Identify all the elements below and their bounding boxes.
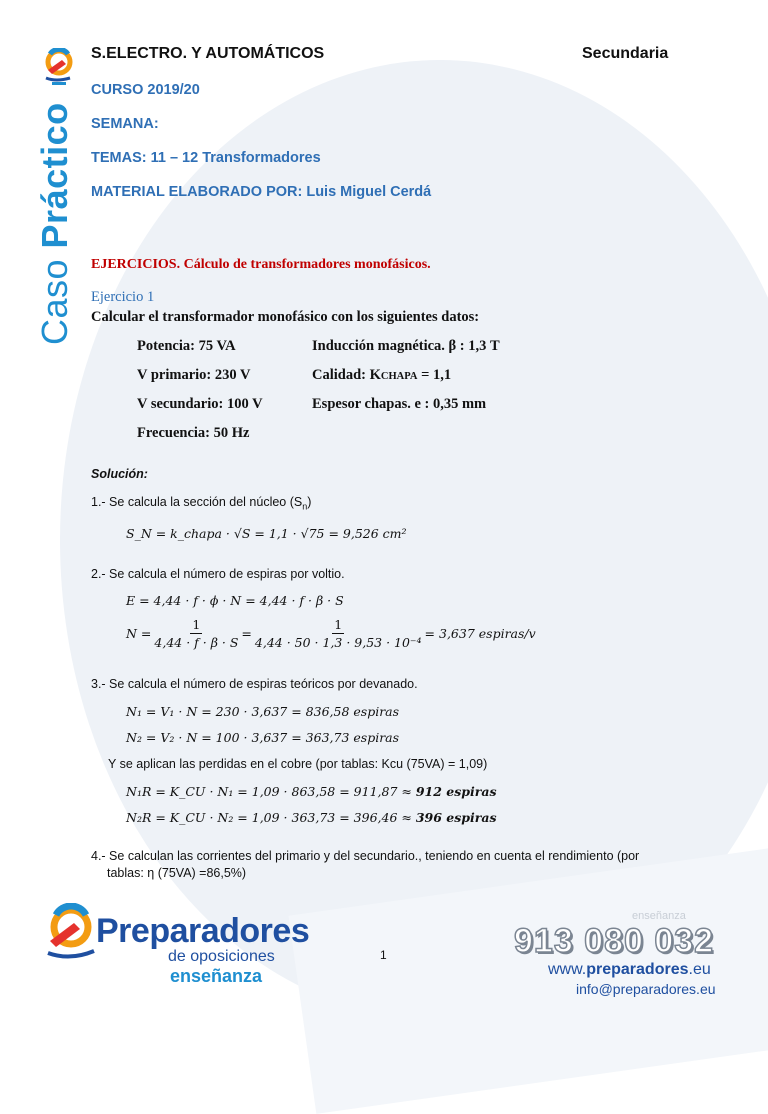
footer-brand-icon [44,903,98,965]
level-label: Secundaria [582,45,669,62]
equation-n2r: N₂R = K_CU · N₂ = 1,09 · 363,73 = 396,46 ≈ 396 espiras [126,810,497,825]
step-4-line-2: tablas: η (75VA) =86,5%) [107,866,247,880]
step-3: 3.- Se calcula el número de espiras teóricos por devanado. [91,677,418,691]
data-thickness: Espesor chapas. e : 0,35 mm [312,396,487,412]
author-label: MATERIAL ELABORADO POR: Luis Miguel Cerdá [91,184,432,200]
footer-brand-sub: de oposiciones [168,948,275,965]
section-title: EJERCICIOS. Cálculo de transformadores monofásicos. [91,257,431,272]
brand-logo-icon [42,48,76,92]
footer-brand-tag: enseñanza [170,966,263,986]
page-number: 1 [380,948,387,962]
footer-watermark-tag: enseñanza [632,910,686,922]
step-2: 2.- Se calcula el número de espiras por voltio. [91,567,345,581]
course-label: CURSO 2019/20 [91,82,200,98]
equation-core-section: S_N = k_chapa · √S = 1,1 · √75 = 9,526 cm² [126,526,407,541]
equation-n1r: N₁R = K_CU · N₁ = 1,09 · 863,58 = 911,87 ≈ 912 espiras [126,784,497,799]
equation-turns-per-volt: N = $\frac{1}{4,44 \cdot f \cdot \beta \cdot S}$ = $\frac{1}{\text{4,44 · 50 · 1,3 · 9,53 · 10⁻⁴}}$ = 3,637 espiras/v [126,617,536,650]
contact-email[interactable]: info@preparadores.eu [576,981,716,997]
week-label: SEMANA: [91,116,159,132]
solution-label: Solución: [91,467,148,481]
data-power: Potencia: 75 VA [137,338,236,354]
sidebar-title: Caso Práctico [34,102,75,345]
exercise-name: Ejercicio 1 [91,289,155,305]
equation-emf: E = 4,44 · f · ϕ · N = 4,44 · f · β · S [126,593,344,608]
data-frequency: Frecuencia: 50 Hz [137,425,250,441]
contact-phone: 913 080 032 [514,922,715,960]
subject-title: S.ELECTRO. Y AUTOMÁTICOS [91,45,325,62]
data-vsecondary: V secundario: 100 V [137,396,263,412]
data-induction: Inducción magnética. β : 1,3 T [312,338,500,354]
step-1: 1.- Se calcula la sección del núcleo $(S_n)$ [91,495,312,512]
equation-n1: N₁ = V₁ · N = 230 · 3,637 = 836,58 espiras [126,704,400,719]
footer-brand-name: Preparadores [96,912,310,950]
data-vprimary: V primario: 230 V [137,367,251,383]
exercise-statement: Calcular el transformador monofásico con los siguientes datos: [91,309,480,325]
contact-web[interactable]: www.preparadores.eu [548,961,711,978]
data-quality: Calidad: KCHAPA = 1,1 [312,367,452,383]
topics-label: TEMAS: 11 – 12 Transformadores [91,150,321,166]
step-4-line-1: 4.- Se calculan las corrientes del primario y del secundario., teniendo en cuenta el rendimiento (por [91,849,640,863]
copper-losses-note: Y se aplican las perdidas en el cobre (por tablas: Kcu (75VA) = 1,09) [108,757,488,771]
equation-n2: N₂ = V₂ · N = 100 · 3,637 = 363,73 espiras [126,730,400,745]
